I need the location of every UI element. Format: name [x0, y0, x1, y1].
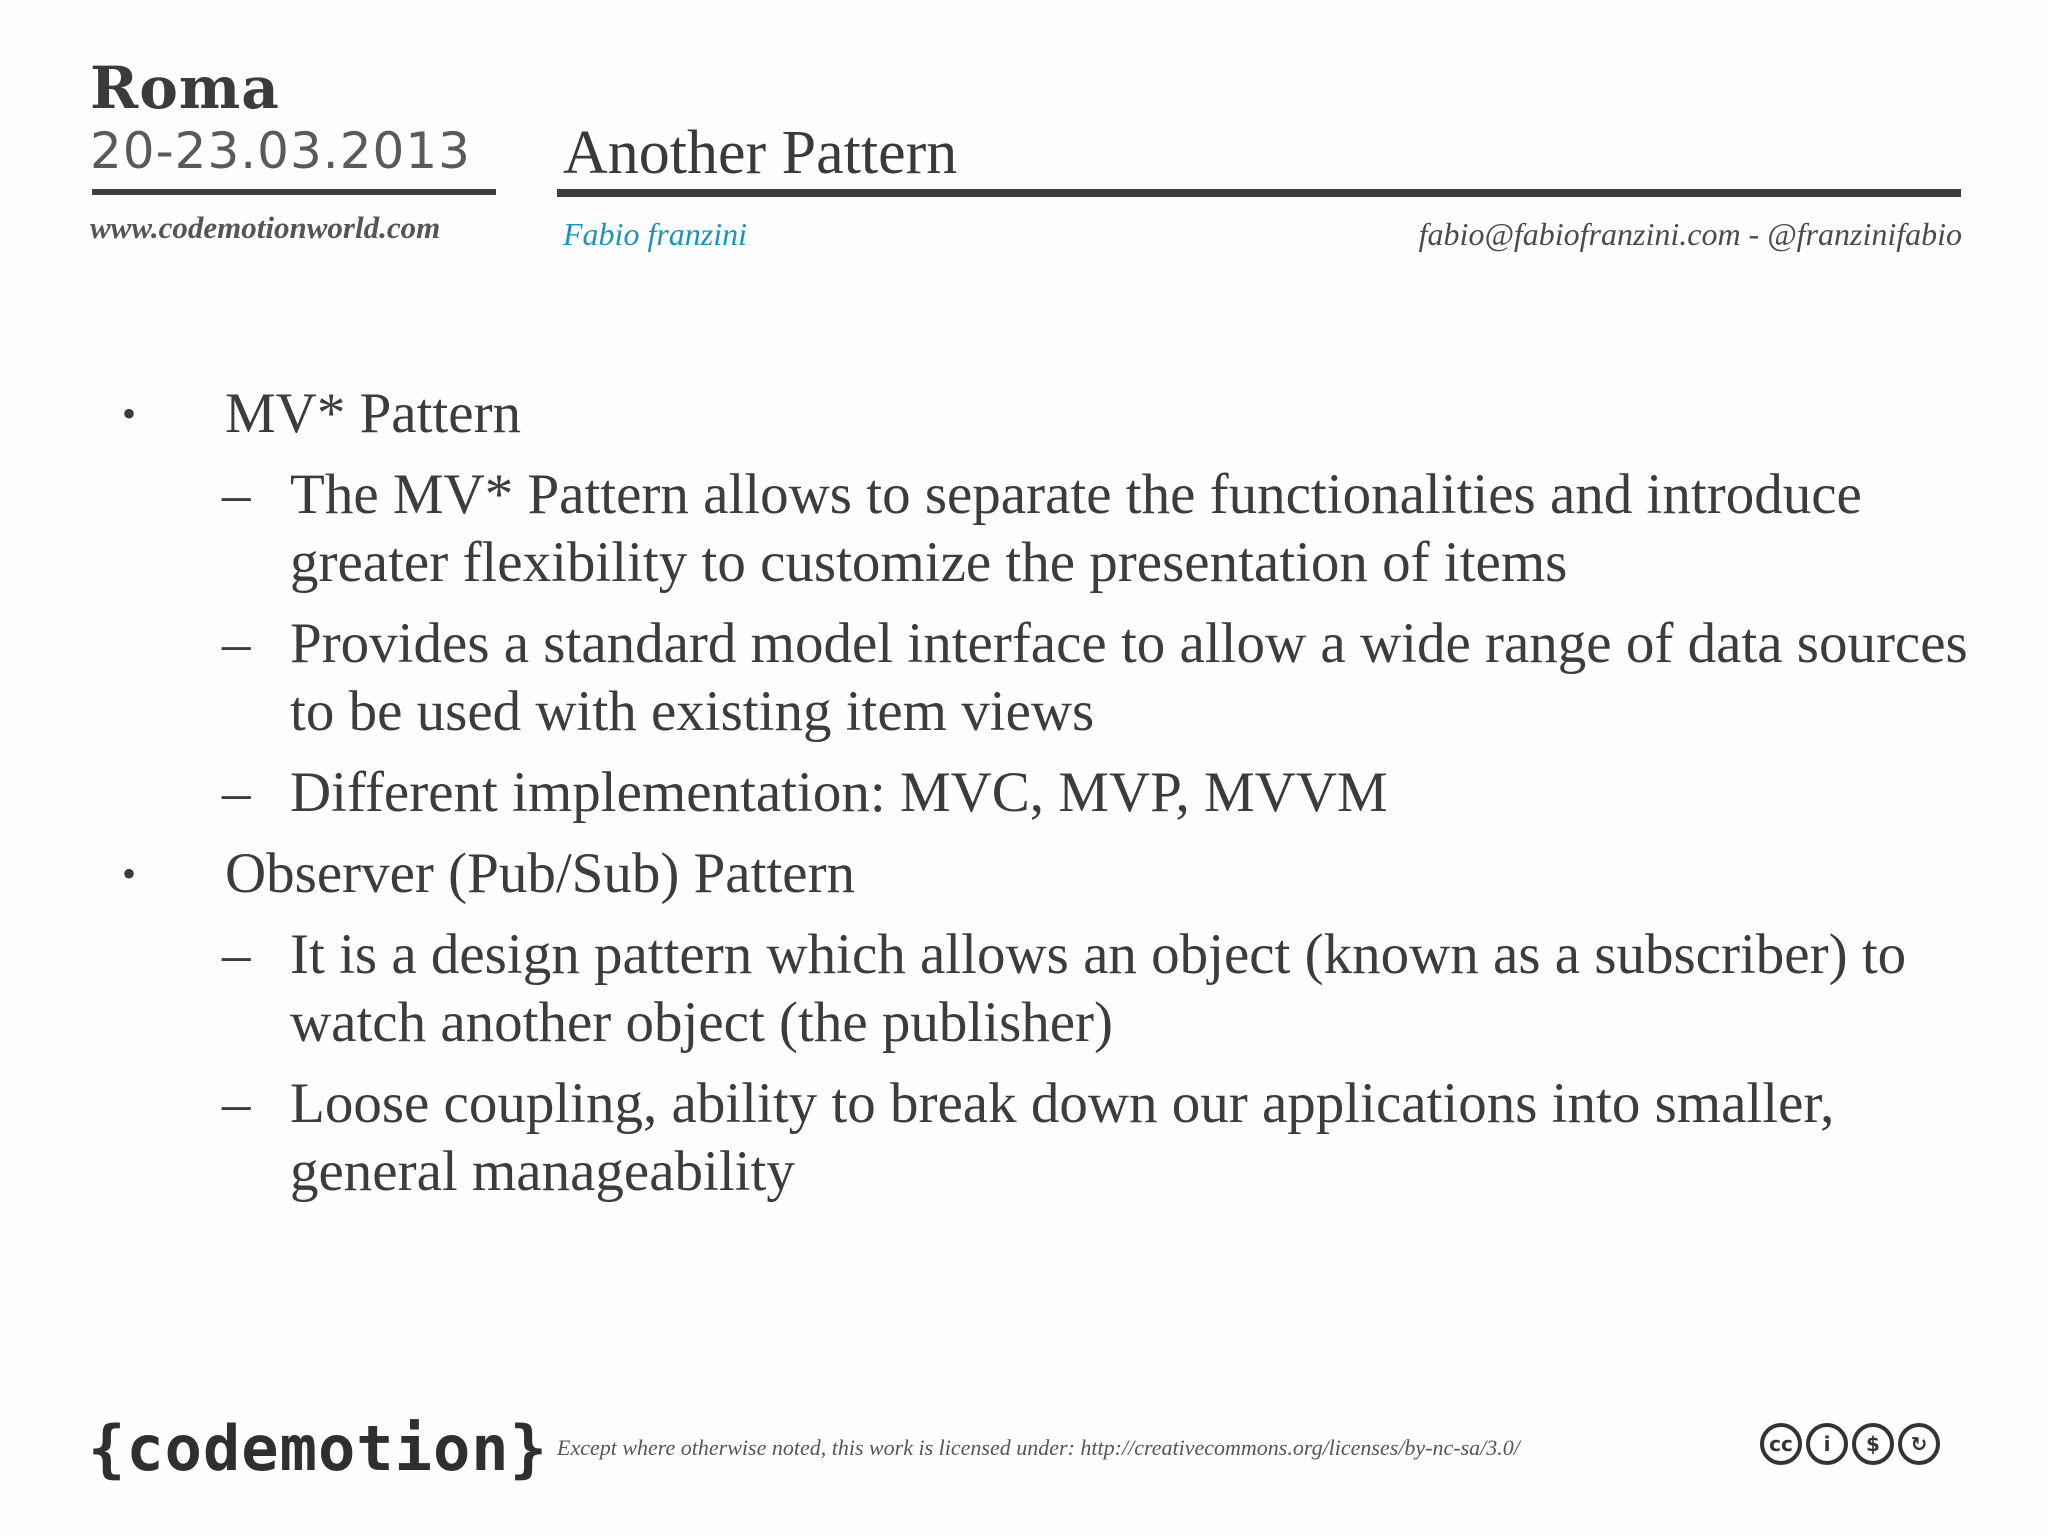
license-notice: Except where otherwise noted, this work is licensed under: http://creativecommons.org/licenses/by-nc-sa/3.0/	[557, 1435, 1520, 1460]
title-divider	[557, 189, 1961, 197]
sub-bullet-text: Provides a standard model interface to allow a wide range of data sources to be used with existing item views	[290, 612, 1968, 743]
event-city: Roma	[90, 54, 280, 122]
sub-bullet-item	[0, 921, 2048, 1057]
sub-bullet-item	[0, 1070, 2048, 1206]
dash-marker: –	[222, 761, 251, 824]
cc-icon: cc	[1760, 1423, 1802, 1465]
author-name: Fabio franzini	[563, 216, 748, 252]
bullet-item	[0, 840, 2048, 908]
by-icon: i	[1806, 1423, 1848, 1465]
sa-icon: ↻	[1898, 1423, 1940, 1465]
bullet-text: MV* Pattern	[225, 382, 522, 445]
author-contact: fabio@fabiofranzini.com - @franzinifabio	[1418, 216, 1962, 252]
dash-marker: –	[222, 1072, 251, 1135]
slide-content	[0, 380, 2048, 1219]
sub-bullet-item	[0, 759, 2048, 827]
sub-bullet-text: It is a design pattern which allows an object (known as a subscriber) to watch another object (the publisher)	[290, 923, 1907, 1054]
dash-marker: –	[222, 923, 251, 986]
event-website: www.codemotionworld.com	[90, 210, 441, 245]
bullet-text: Observer (Pub/Sub) Pattern	[225, 842, 856, 905]
dash-marker: –	[222, 612, 251, 675]
nc-icon: $	[1852, 1423, 1894, 1465]
sub-bullet-text: Loose coupling, ability to break down our applications into smaller, general manageability	[290, 1072, 1835, 1203]
sub-bullet-text: Different implementation: MVC, MVP, MVVM	[290, 761, 1388, 824]
sub-bullet-item	[0, 610, 2048, 746]
codemotion-logo: {codemotion}	[88, 1412, 548, 1485]
slide-title: Another Pattern	[563, 119, 958, 187]
dash-marker: –	[222, 463, 251, 526]
bullet-marker: •	[122, 851, 137, 896]
bullet-item	[0, 380, 2048, 448]
cc-license-icons	[1760, 1423, 1940, 1465]
sub-bullet-text: The MV* Pattern allows to separate the functionalities and introduce greater flexibility to customize the presentation of items	[290, 463, 1862, 594]
sub-bullet-item	[0, 461, 2048, 597]
event-dates: 20-23.03.2013	[90, 122, 471, 180]
header-divider-left	[92, 189, 496, 195]
bullet-marker: •	[122, 391, 137, 436]
